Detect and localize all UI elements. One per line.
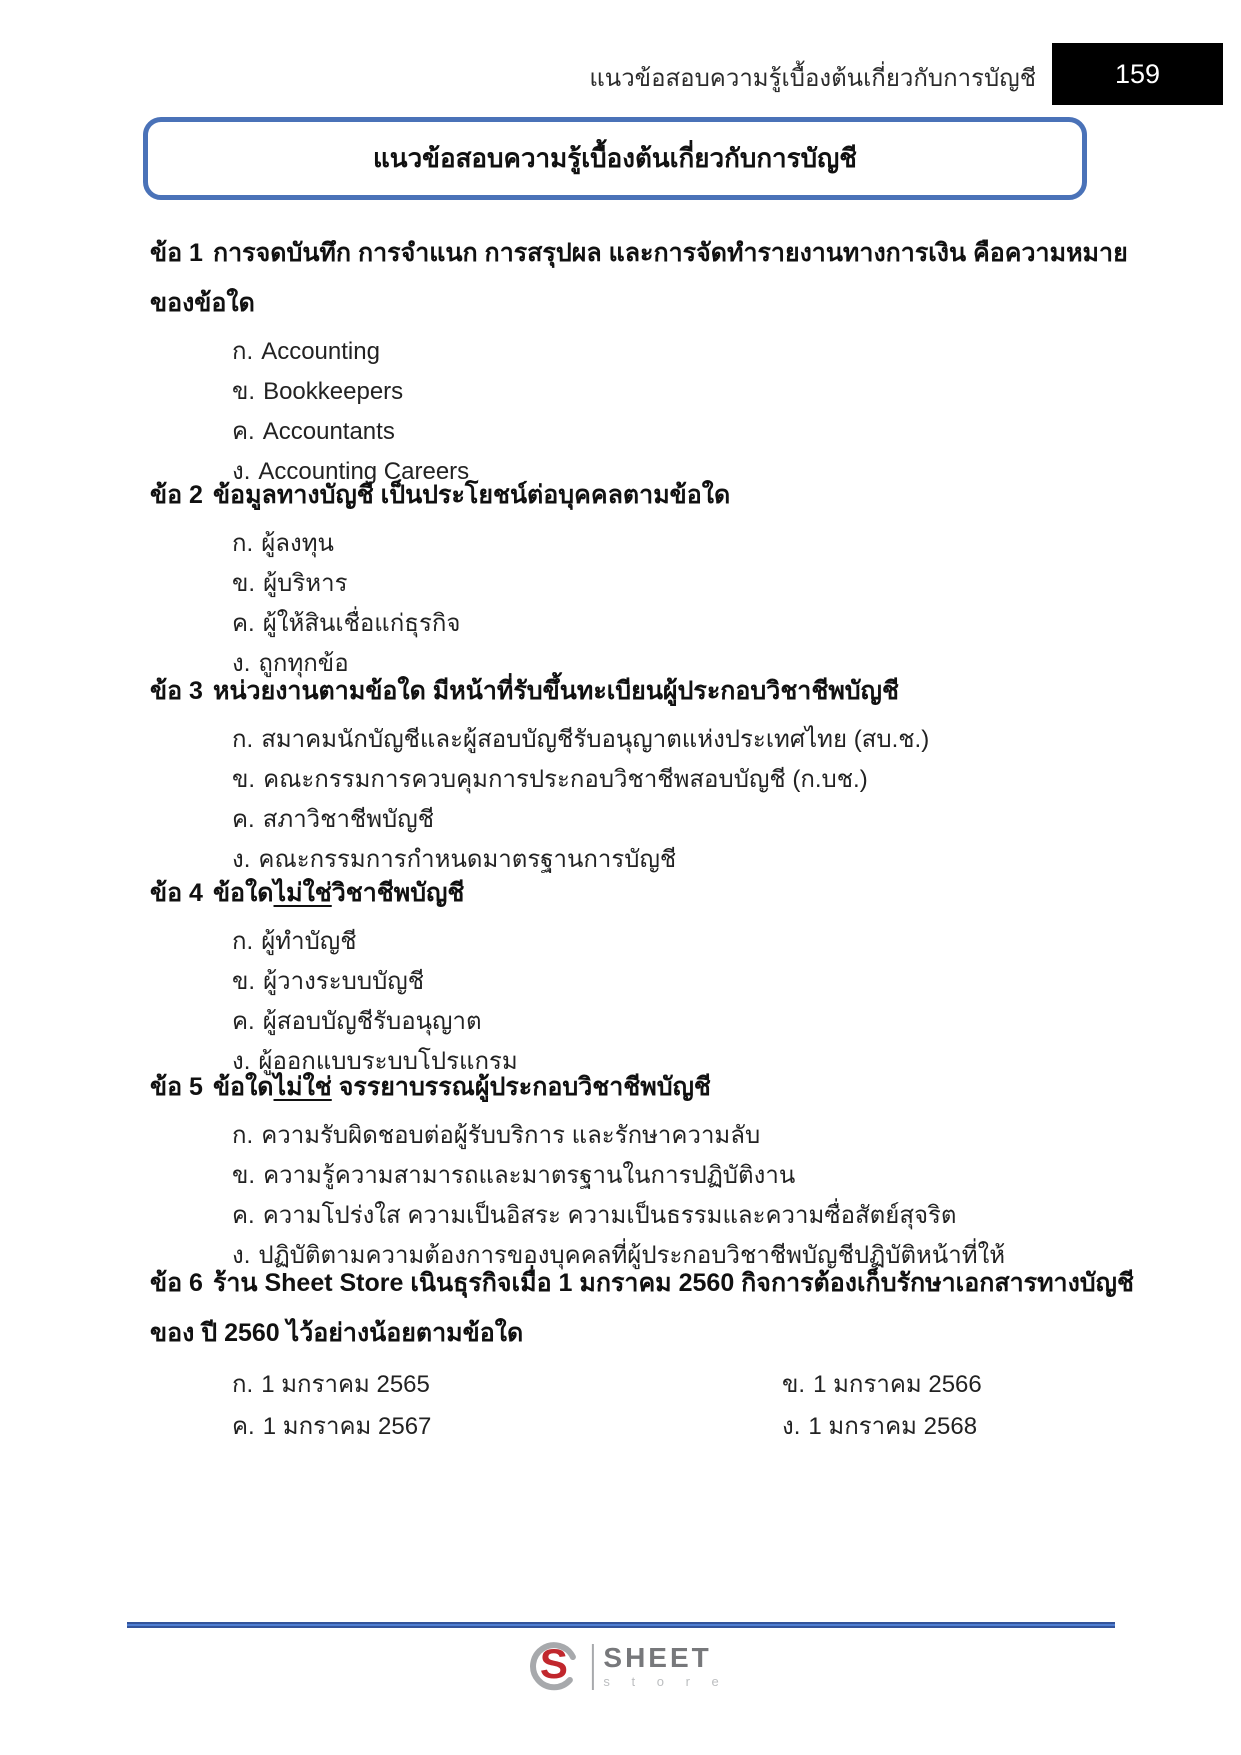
- option-item: [232, 800, 1150, 840]
- option-text: 1 มกราคม 2567: [262, 1413, 432, 1440]
- question-heading: [150, 868, 1150, 918]
- option-text: ผู้ออกแบบระบบโปรแกรม: [258, 1048, 518, 1075]
- option-item: [232, 1116, 1150, 1156]
- option-item: [232, 1002, 1150, 1042]
- option-text: 1 มกราคม 2565: [261, 1371, 430, 1398]
- question-block-3: [150, 666, 1150, 880]
- option-item: [232, 412, 1150, 452]
- option-key: ง.: [232, 1048, 251, 1075]
- question-label: ข้อ 3: [150, 677, 203, 705]
- question-heading: [150, 1062, 1150, 1112]
- option-item: [232, 760, 1150, 800]
- brand-name: SHEET: [603, 1641, 712, 1673]
- page-number-badge: [1052, 43, 1223, 105]
- option-key: ง.: [232, 846, 251, 873]
- page-title: แนวข้อสอบความรู้เบื้องต้นเกี่ยวกับการบัญชี: [373, 143, 857, 173]
- option-key: ข.: [232, 1162, 256, 1189]
- option-text: คณะกรรมการควบคุมการประกอบวิชาชีพสอบบัญชี (ก.บช.): [263, 766, 868, 793]
- option-key: ค.: [232, 806, 255, 833]
- question-text-after: จรรยาบรรณผู้ประกอบวิชาชีพบัญชี: [338, 1073, 711, 1101]
- question-block-2: [150, 470, 1150, 684]
- option-key: ก.: [232, 726, 254, 753]
- option-text: สมาคมนักบัญชีและผู้สอบบัญชีรับอนุญาตแห่งประเทศไทย (สบ.ช.): [261, 726, 930, 753]
- option-item: [232, 1364, 782, 1406]
- option-key: ข.: [232, 378, 256, 405]
- option-key: ข.: [232, 968, 256, 995]
- options-list: [150, 332, 1150, 492]
- option-item: [232, 962, 1150, 1002]
- question-heading: [150, 228, 1150, 328]
- option-item: [232, 1156, 1150, 1196]
- option-item: [232, 1406, 782, 1448]
- underlined-text: ไม่ใช่: [273, 1073, 332, 1101]
- options-grid: [150, 1364, 1150, 1448]
- options-list: [150, 1116, 1150, 1276]
- footer-divider: [127, 1622, 1115, 1628]
- option-item: [232, 564, 1150, 604]
- option-item: [232, 720, 1150, 760]
- question-label: ข้อ 4: [150, 879, 203, 907]
- option-key: ก.: [232, 338, 254, 365]
- option-text: ผู้ให้สินเชื่อแก่ธุรกิจ: [262, 610, 461, 637]
- option-key: ง.: [232, 458, 251, 485]
- option-text: ผู้สอบบัญชีรับอนุญาต: [262, 1008, 482, 1035]
- option-key: ง.: [232, 650, 251, 677]
- question-text-after: วิชาชีพบัญชี: [331, 879, 465, 907]
- option-text: ผู้วางระบบบัญชี: [263, 968, 425, 995]
- question-text: ร้าน Sheet Store เนินธุรกิจเมื่อ 1 มกราคม 2560 กิจการต้องเก็บรักษาเอกสารทางบัญชีของ ปี 2560 ไว้อย่างน้อยตามข้อใด: [150, 1269, 1134, 1347]
- option-text: ความโปร่งใส ความเป็นอิสระ ความเป็นธรรมและความซื่อสัตย์สุจริต: [262, 1202, 957, 1229]
- brand-divider: [591, 1644, 593, 1690]
- option-key: ค.: [232, 610, 255, 637]
- option-text: Accounting Careers: [258, 458, 470, 485]
- question-block-6: [150, 1258, 1150, 1448]
- running-header-title: แนวข้อสอบความรู้เบื้องต้นเกี่ยวกับการบัญชี: [589, 65, 1036, 92]
- option-key: ค.: [232, 418, 255, 445]
- brand-text: [603, 1641, 728, 1690]
- option-item: [232, 1196, 1150, 1236]
- option-key: ค.: [232, 1202, 255, 1229]
- option-text: Accountants: [262, 418, 395, 445]
- option-text: Bookkeepers: [263, 378, 404, 405]
- option-key: ข.: [782, 1371, 806, 1398]
- question-label: ข้อ 1: [150, 239, 203, 267]
- option-key: ค.: [232, 1413, 255, 1440]
- svg-text:S: S: [539, 1640, 568, 1687]
- option-text: สภาวิชาชีพบัญชี: [262, 806, 435, 833]
- option-text: คณะกรรมการกำหนดมาตรฐานการบัญชี: [258, 846, 677, 873]
- option-key: ข.: [232, 570, 256, 597]
- option-text: ผู้ทำบัญชี: [261, 928, 357, 955]
- option-text: ความรับผิดชอบต่อผู้รับบริการ และรักษาความลับ: [261, 1122, 761, 1149]
- page-number: 159: [1114, 58, 1161, 89]
- question-block-5: [150, 1062, 1150, 1276]
- title-box: [143, 117, 1087, 200]
- options-list: [150, 720, 1150, 880]
- question-label: ข้อ 6: [150, 1269, 203, 1297]
- option-item: [232, 524, 1150, 564]
- option-text: 1 มกราคม 2566: [813, 1371, 982, 1398]
- options-list: [150, 922, 1150, 1082]
- question-block-4: [150, 868, 1150, 1082]
- question-text: การจดบันทึก การจำแนก การสรุปผล และการจัดทำรายงานทางการเงิน คือความหมายของข้อใด: [150, 239, 1128, 317]
- option-item: [232, 332, 1150, 372]
- option-item: [782, 1364, 1150, 1406]
- option-key: ก.: [232, 530, 254, 557]
- question-block-1: [150, 228, 1150, 492]
- brand-subtitle: s t o r e: [603, 1673, 728, 1689]
- option-text: ปฏิบัติตามความต้องการของบุคคลที่ผู้ประกอบวิชาชีพบัญชีปฏิบัติหน้าที่ให้: [258, 1242, 1006, 1269]
- question-label: ข้อ 2: [150, 481, 203, 509]
- option-key: ก.: [232, 928, 254, 955]
- option-key: ก.: [232, 1371, 254, 1398]
- sheet-store-s-icon: [525, 1636, 581, 1697]
- underlined-text: ไม่ใช่: [273, 879, 332, 907]
- option-key: ก.: [232, 1122, 254, 1149]
- question-label: ข้อ 5: [150, 1073, 203, 1101]
- question-heading: [150, 470, 1150, 520]
- question-text: ข้อมูลทางบัญชี เป็นประโยชน์ต่อบุคคลตามข้อใด: [212, 481, 731, 509]
- question-heading: [150, 666, 1150, 716]
- option-item: [232, 372, 1150, 412]
- option-text: 1 มกราคม 2568: [808, 1413, 978, 1440]
- brand-logo: [525, 1636, 727, 1697]
- question-heading: [150, 1258, 1150, 1358]
- options-list: [150, 524, 1150, 684]
- option-key: ง.: [232, 1242, 251, 1269]
- option-text: Accounting: [261, 338, 380, 365]
- option-key: ข.: [232, 766, 256, 793]
- option-text: ความรู้ความสามารถและมาตรฐานในการปฏิบัติงาน: [263, 1162, 796, 1189]
- option-text: ผู้ลงทุน: [261, 530, 334, 557]
- option-item: [782, 1406, 1150, 1448]
- question-text: ข้อใด: [212, 879, 274, 907]
- option-item: [232, 922, 1150, 962]
- option-text: ผู้บริหาร: [263, 570, 348, 597]
- option-item: [232, 604, 1150, 644]
- option-text: ถูกทุกข้อ: [258, 650, 349, 677]
- option-key: ค.: [232, 1008, 255, 1035]
- question-text: ข้อใด: [212, 1073, 274, 1101]
- question-text: หน่วยงานตามข้อใด มีหน้าที่รับขึ้นทะเบียนผู้ประกอบวิชาชีพบัญชี: [212, 677, 899, 705]
- option-key: ง.: [782, 1413, 801, 1440]
